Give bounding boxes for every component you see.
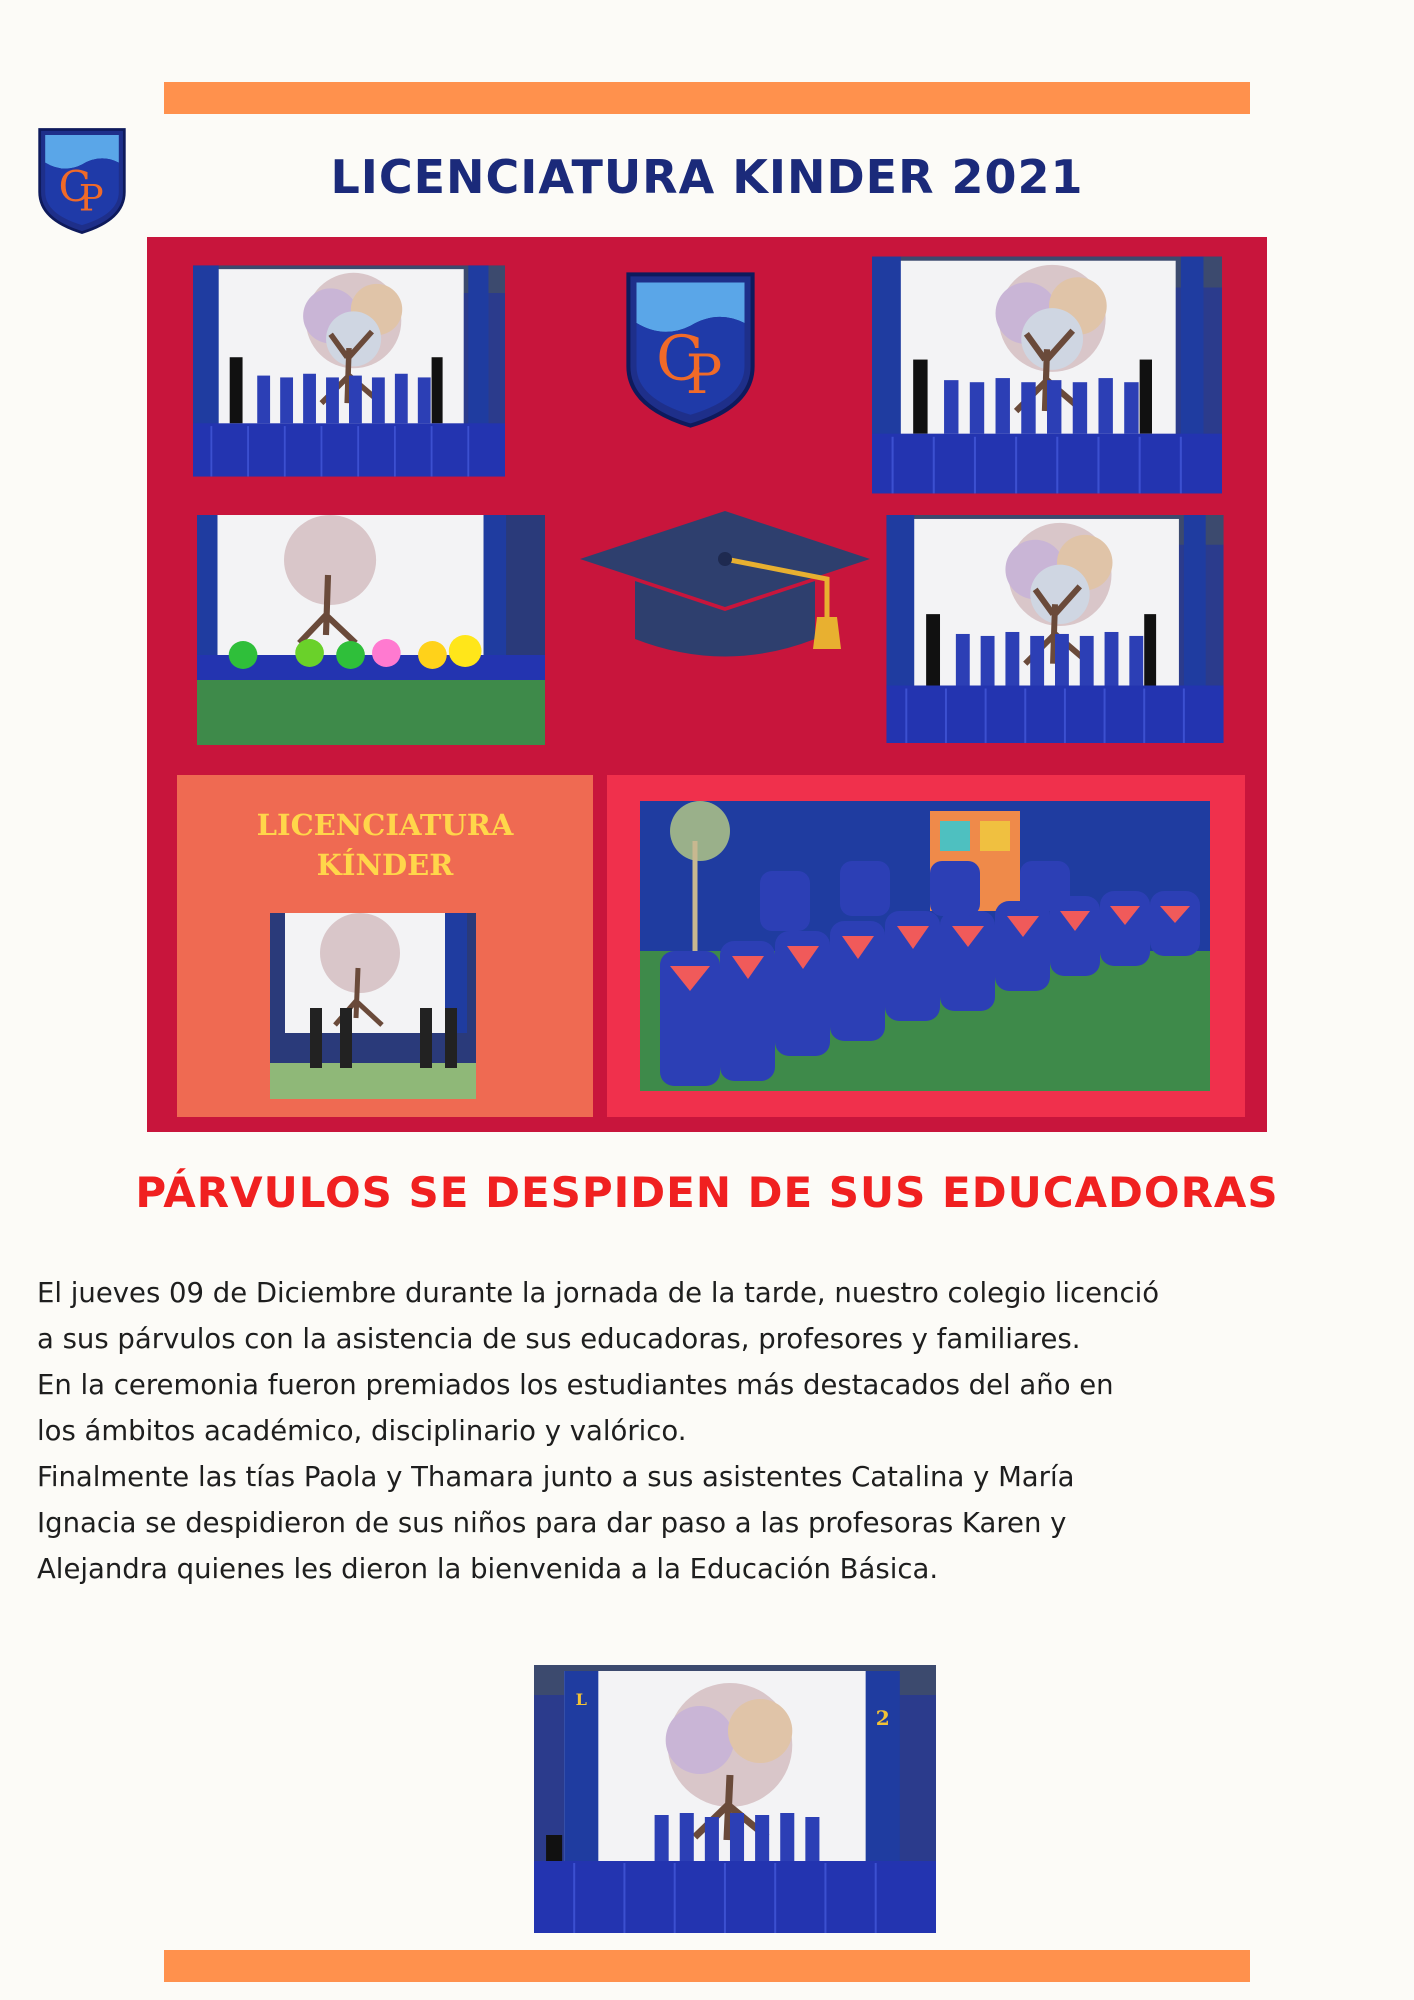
article-line-1: El jueves 09 de Diciembre durante la jornada de la tarde, nuestro colegio licenció: [37, 1277, 1160, 1309]
ceremony-photo: [270, 913, 476, 1099]
panel-title-line2: KÍNDER: [316, 848, 454, 882]
stage-photo-2: [872, 255, 1222, 495]
article-line-5: Finalmente las tías Paola y Thamara junto a sus asistentes Catalina y María: [37, 1461, 1075, 1493]
article-line-2: a sus párvulos con la asistencia de sus educadoras, profesores y familiares.: [37, 1323, 1081, 1355]
article-line-3: En la ceremonia fueron premiados los estudiantes más destacados del año en: [37, 1369, 1114, 1401]
stage-photo-1: [193, 257, 505, 485]
bottom-accent-bar: [164, 1950, 1250, 1982]
top-accent-bar: [164, 82, 1250, 114]
licenciatura-panel: [177, 775, 593, 1117]
graduation-cap-icon: [565, 499, 885, 689]
photo-collage: [147, 237, 1267, 1132]
stage-photo-3: [880, 515, 1230, 743]
group-photo-panel: [607, 775, 1245, 1117]
page-title: LICENCIATURA KINDER 2021: [330, 150, 1084, 204]
article-line-6: Ignacia se despidieron de sus niños para dar paso a las profesoras Karen y: [37, 1507, 1067, 1539]
costume-photo: [197, 515, 545, 745]
article-body: [37, 1270, 1387, 1592]
article-line-4: los ámbitos académico, disciplinario y valórico.: [37, 1415, 687, 1447]
article-headline: PÁRVULOS SE DESPIDEN DE SUS EDUCADORAS: [135, 1168, 1279, 1217]
bottom-stage-photo: [534, 1665, 936, 1933]
banner-text: L: [575, 1690, 587, 1709]
banner-year: 2: [875, 1706, 890, 1730]
collage-crest-icon: [623, 269, 758, 431]
group-photo: [640, 801, 1210, 1091]
panel-title-line1: LICENCIATURA: [256, 808, 514, 842]
article-line-7: Alejandra quienes les dieron la bienvenida a la Educación Básica.: [37, 1553, 939, 1585]
